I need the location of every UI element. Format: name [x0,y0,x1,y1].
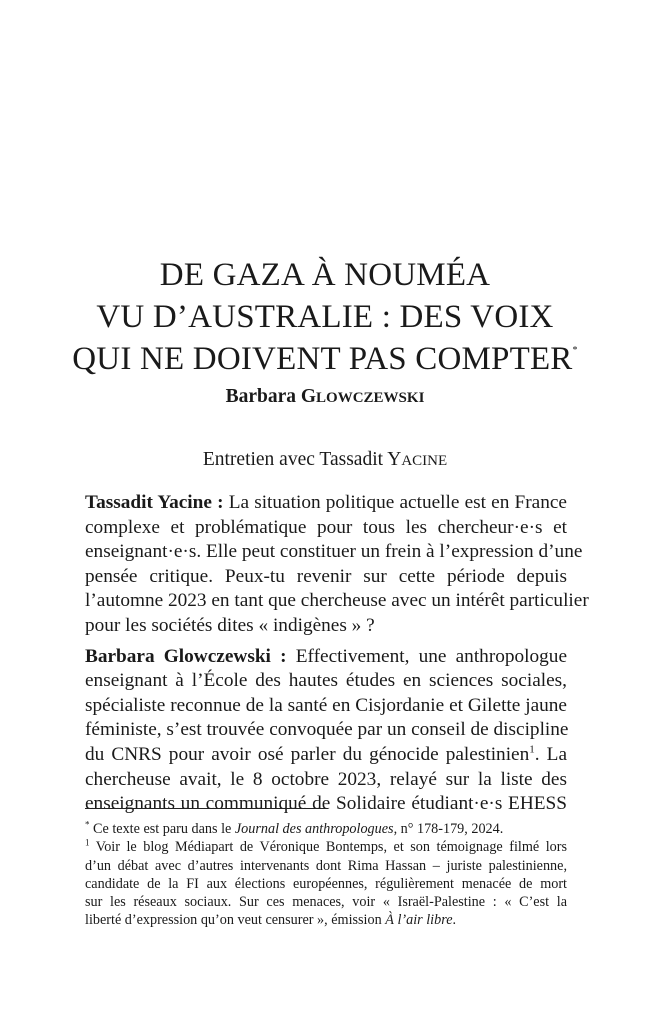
interviewer-family-name [387,449,447,470]
speaker-label: Tassadit Yacine : [85,492,224,513]
author-family-initial: G [300,386,317,407]
footnote-text: liberté d’expression qu’on veut censurer », émission [85,912,382,929]
body-line: spécialiste reconnue de la santé en Cisjordanie et Gilette jaune [85,694,567,716]
interviewer-family-initial: Y [387,449,402,470]
author-name [0,386,650,408]
body-line: enseignant à l’École des hautes études en sciences sociales, [85,670,567,692]
body-line: pour les sociétés dites « indigènes » ? [85,614,375,636]
footnote-text: Ce texte est paru dans le [93,821,232,837]
footnote-1-line [85,838,567,856]
body-line [85,743,567,768]
speaker-label: Barbara Glowczewski : [85,645,287,667]
interviewer-family-rest: ACINE [401,453,448,469]
footnote-1-line: sur les réseaux sociaux. Sur ces menaces, voir « Israël-Palestine : « C’est la [85,894,567,911]
body-line-text: . La [534,743,567,765]
program-name: À l’air libre [385,912,453,929]
body-line: pensée critique. Peux-tu revenir sur cette période depuis [85,565,567,587]
title-line-3 [60,338,590,380]
body-line [85,491,567,516]
article-body [85,491,589,823]
title-note-mark: * [572,345,578,356]
author-family-name [301,386,425,407]
body-line: enseignants un communiqué de Solidaire étudiant·e·s EHESS [85,793,567,815]
footnote-mark: * [85,819,90,830]
footnote-text: , n° 178-179, 2024. [393,821,504,837]
footnote-1-line [85,911,567,929]
interview-prefix: Entretien avec Tassadit [202,449,384,470]
body-line: complexe et problématique pour tous les chercheur·e·s et [85,516,567,538]
footnote-star [85,820,567,838]
author-family-rest: LOWCZEWSKI [316,390,425,406]
footnote-reference[interactable]: 1 [529,743,535,756]
body-line-text: Effectivement, une anthropologue [295,645,567,667]
footnote-mark: 1 [85,837,90,848]
answer-paragraph [85,645,567,817]
interview-line [0,449,650,471]
author-given-name: Barbara [225,386,296,407]
footnote-1-line: d’un débat avec d’autres intervenants dont Rima Hassan – juriste palestinienne, [85,857,567,874]
journal-name: Journal des anthropologues [234,821,394,837]
article-title [60,254,590,380]
question-paragraph [85,491,589,639]
body-line: enseignant·e·s. Elle peut constituer un frein à l’expression d’une [85,541,583,563]
footnote-text: . [452,912,457,929]
footnote-1-line: candidate de la FI aux élections européennes, régulièrement menacée de mort [85,875,567,892]
footnote-separator [85,808,328,809]
title-line-3-text: QUI NE DOIVENT PAS COMPTER [72,341,573,377]
footnote-text: Voir le blog Médiapart de Véronique Bontemps, et son témoignage filmé lors [95,839,567,856]
body-line [85,645,567,670]
body-line-text: La situation politique actuelle est en France [228,492,567,513]
title-line-1: DE GAZA À NOUMÉA [159,257,491,293]
title-line-2: VU D’AUSTRALIE : DES VOIX [96,299,554,335]
body-line: l’automne 2023 en tant que chercheuse avec un intérêt particulier [85,590,589,612]
body-line: féministe, s’est trouvée convoquée par un conseil de discipline [85,719,569,741]
body-line: chercheuse avait, le 8 octobre 2023, relayé sur la liste des [85,768,567,790]
footnotes [85,820,567,930]
body-line-text: du CNRS pour avoir osé parler du génocide palestinien [85,743,530,765]
